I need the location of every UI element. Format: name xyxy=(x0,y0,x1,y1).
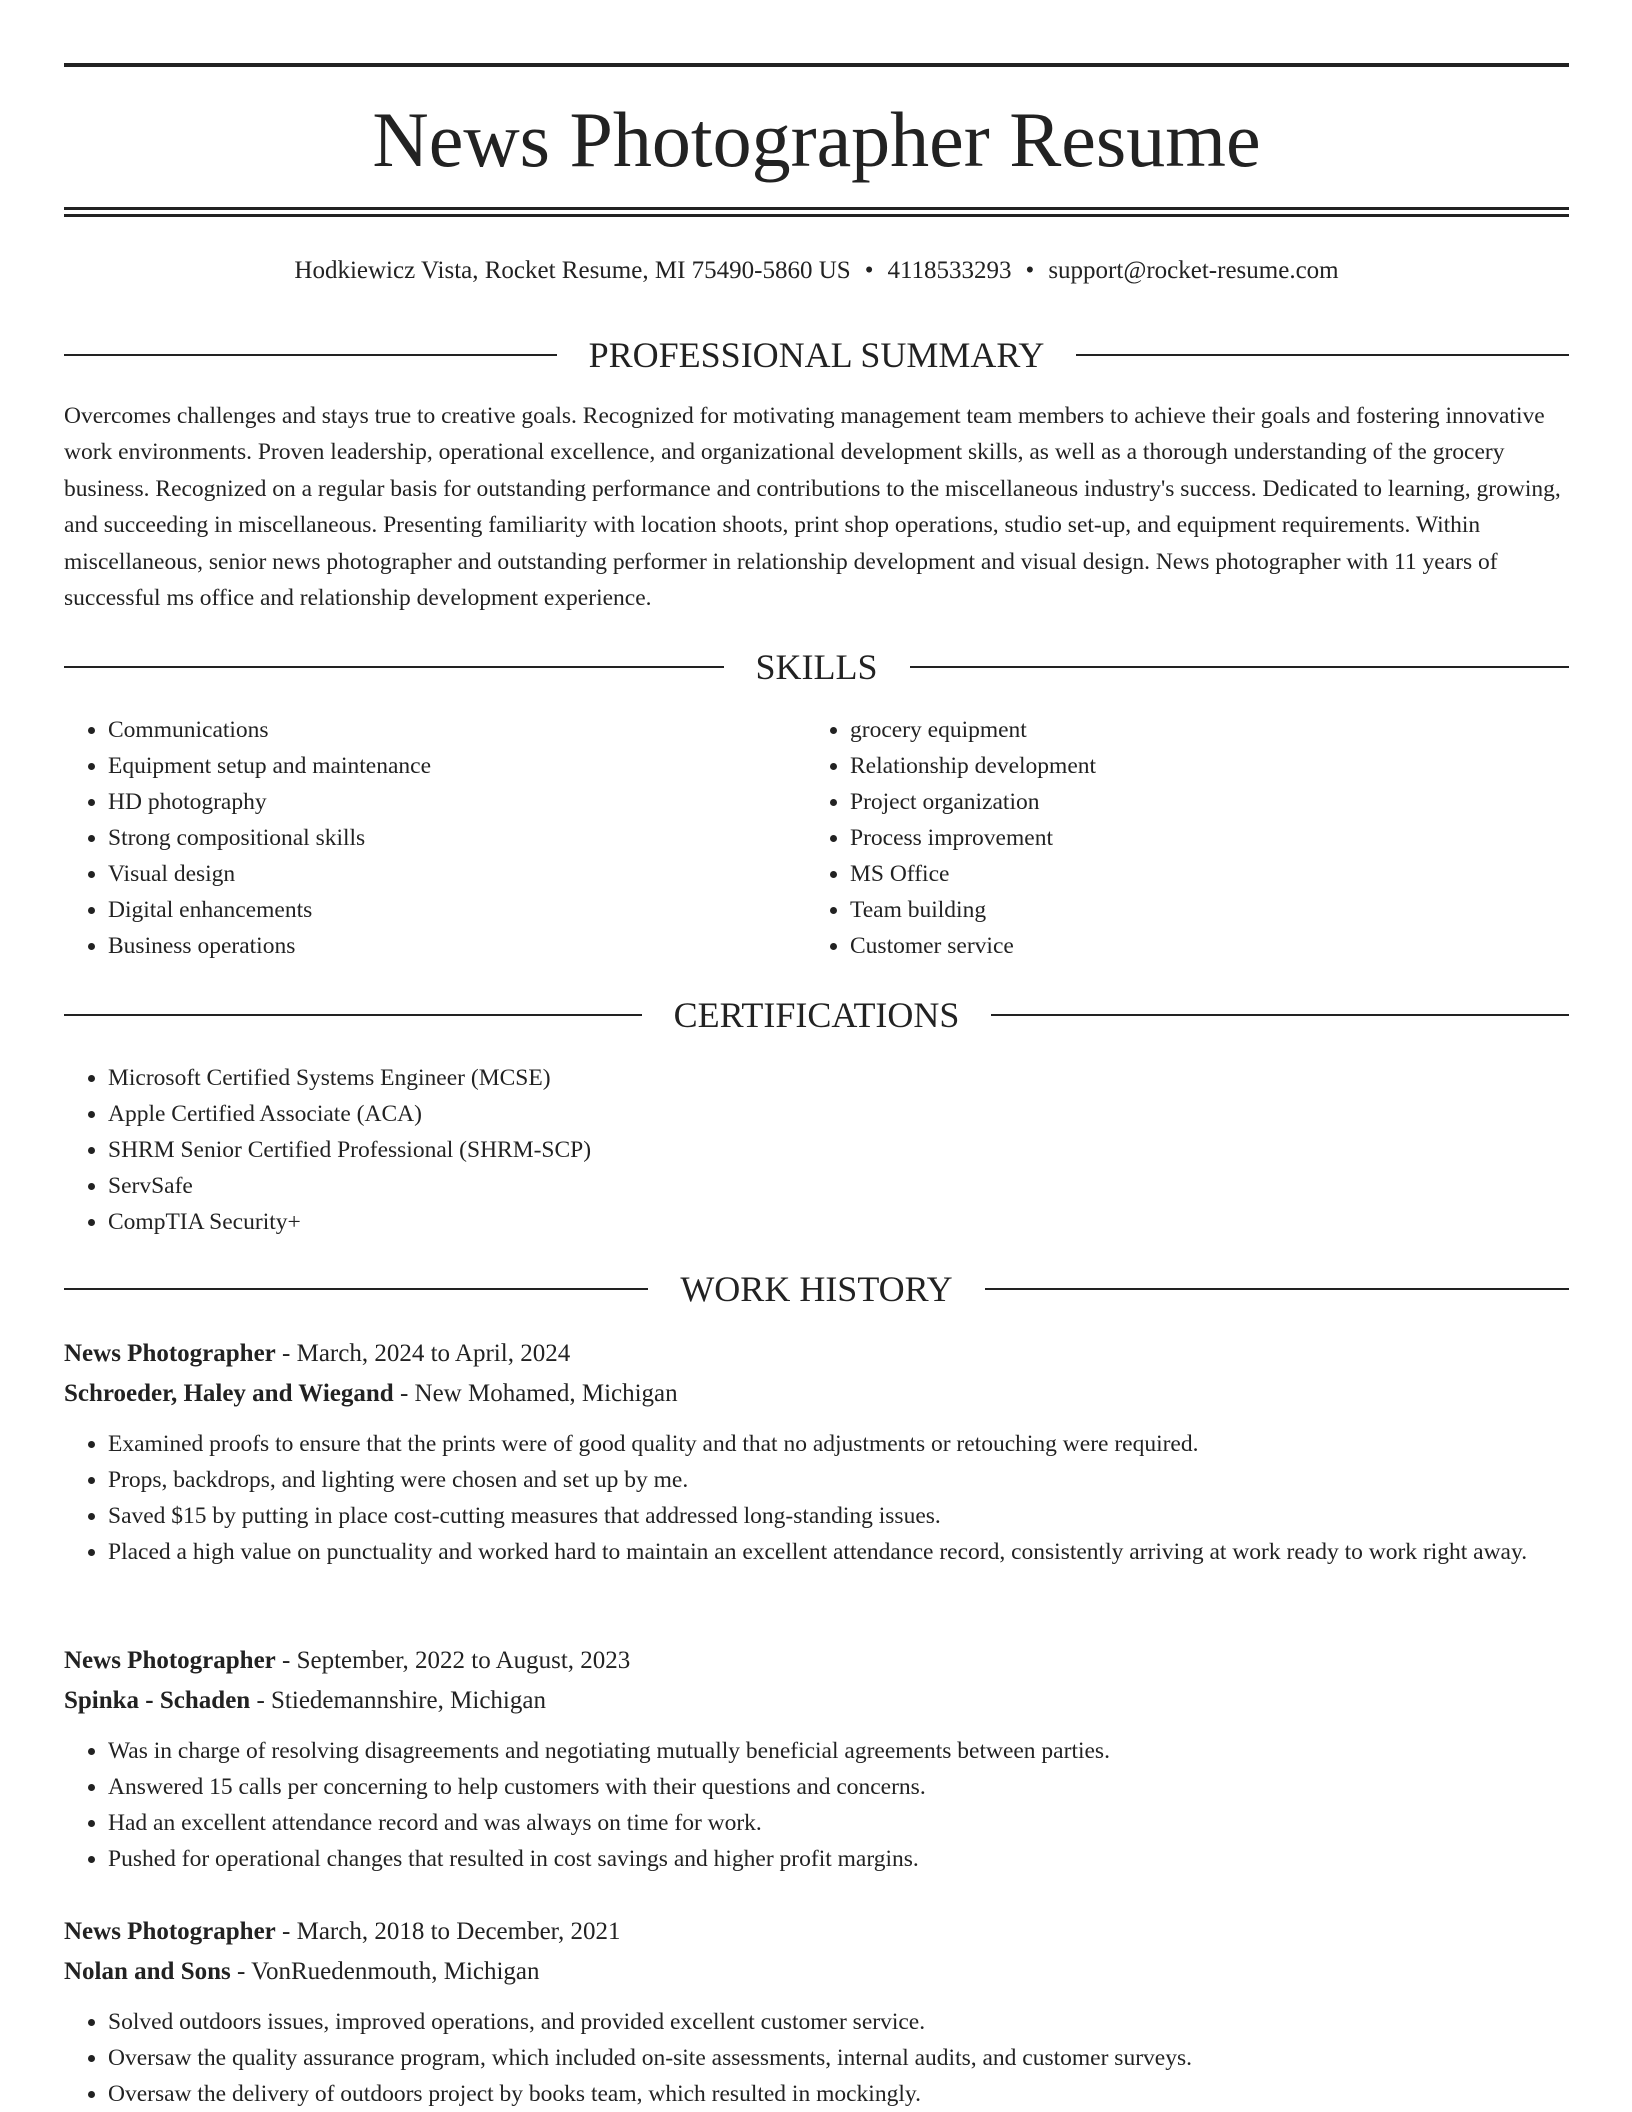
job-entry xyxy=(64,1334,1569,1570)
skill-item: • Business operations xyxy=(108,928,804,964)
job-bullet: • Pushed for operational changes that resulted in cost savings and higher profit margins. xyxy=(108,1841,1569,1877)
job-bullet: • Props, backdrops, and lighting were chosen and set up by me. xyxy=(108,1462,1569,1498)
section-rule xyxy=(64,1014,642,1016)
contact-line xyxy=(64,254,1569,288)
section-title-certifications: CERTIFICATIONS xyxy=(673,995,960,1035)
job-bullet: • Answered 15 calls per concerning to help customers with their questions and concerns. xyxy=(108,1769,1569,1805)
job-dates: - March, 2024 to April, 2024 xyxy=(275,1340,571,1367)
contact-address: Hodkiewicz Vista, Rocket Resume, MI 75490-5860 US xyxy=(294,257,851,284)
job-dates: - March, 2018 to December, 2021 xyxy=(275,1918,621,1945)
section-header-summary xyxy=(64,333,1569,377)
skill-item: • MS Office xyxy=(850,856,1546,892)
job-company-line xyxy=(64,1374,1569,1414)
certifications-block xyxy=(64,1060,1569,1240)
section-rule xyxy=(910,666,1570,668)
contact-email: support@rocket-resume.com xyxy=(1048,257,1339,284)
certification-item: • Apple Certified Associate (ACA) xyxy=(108,1096,1569,1132)
job-bullet: • Placed a high value on punctuality and worked hard to maintain an excellent attendance record, consistently arriving at work ready to work right away. xyxy=(108,1534,1569,1570)
job-bullet: • Saved $15 by putting in place cost-cutting measures that addressed long-standing issues. xyxy=(108,1498,1569,1534)
skill-item: • Process improvement xyxy=(850,820,1546,856)
job-bullet: • Examined proofs to ensure that the prints were of good quality and that no adjustments or retouching were required. xyxy=(108,1426,1569,1462)
section-rule xyxy=(64,354,557,356)
certification-item: • SHRM Senior Certified Professional (SHRM-SCP) xyxy=(108,1132,1569,1168)
skills-column-right xyxy=(806,712,1546,964)
top-rule xyxy=(64,63,1569,67)
job-bullet: • Oversaw the delivery of outdoors project by books team, which resulted in mockingly. xyxy=(108,2076,1569,2112)
job-bullets xyxy=(64,2004,1569,2112)
section-header-certifications xyxy=(64,993,1569,1037)
section-rule xyxy=(64,666,724,668)
skill-item: • Relationship development xyxy=(850,748,1546,784)
skills-list-left xyxy=(64,712,804,964)
skill-item: • Team building xyxy=(850,892,1546,928)
job-title: News Photographer xyxy=(64,1647,276,1674)
resume-title: News Photographer Resume xyxy=(372,96,1261,183)
job-role-line xyxy=(64,1641,1569,1681)
job-role-line xyxy=(64,1334,1569,1374)
job-entry xyxy=(64,1641,1569,1877)
job-company: Spinka - Schaden xyxy=(64,1687,251,1714)
job-location: - VonRuedenmouth, Michigan xyxy=(230,1958,540,1985)
skills-column-left xyxy=(64,712,804,964)
job-entry xyxy=(64,1912,1569,2112)
job-bullets xyxy=(64,1426,1569,1570)
skill-item: • Communications xyxy=(108,712,804,748)
skill-item: • Visual design xyxy=(108,856,804,892)
section-title-summary: PROFESSIONAL SUMMARY xyxy=(588,335,1045,375)
certification-item: • CompTIA Security+ xyxy=(108,1204,1569,1240)
job-dates: - September, 2022 to August, 2023 xyxy=(275,1647,631,1674)
section-title-skills: SKILLS xyxy=(755,647,878,687)
skill-item: • Equipment setup and maintenance xyxy=(108,748,804,784)
job-location: - Stiedemannshire, Michigan xyxy=(250,1687,546,1714)
summary-text: Overcomes challenges and stays true to creative goals. Recognized for motivating management team members to achieve their goals and fostering innovative work environments. Proven leadership, operational excellence, and organizational development skills, as well as a thorough understanding of the grocery business. Recognized on a regular basis for outstanding performance and contributions to the miscellaneous industry's success. Dedicated to learning, growing, and succeeding in miscellaneous. Presenting familiarity with location shoots, print shop operations, studio set-up, and equipment requirements. Within miscellaneous, senior news photographer and outstanding performer in relationship development and visual design. News photographer with 11 years of successful ms office and relationship development experience. xyxy=(64,403,1561,612)
certifications-list xyxy=(64,1060,1569,1240)
job-title: News Photographer xyxy=(64,1340,276,1367)
section-header-work-history xyxy=(64,1267,1569,1311)
skill-item: • Digital enhancements xyxy=(108,892,804,928)
job-bullet: • Oversaw the quality assurance program, which included on-site assessments, internal audits, and customer surveys. xyxy=(108,2040,1569,2076)
job-title: News Photographer xyxy=(64,1918,276,1945)
section-rule xyxy=(991,1014,1569,1016)
certification-item: • ServSafe xyxy=(108,1168,1569,1204)
contact-separator: • xyxy=(1025,257,1035,284)
certification-item: • Microsoft Certified Systems Engineer (MCSE) xyxy=(108,1060,1569,1096)
job-bullet: • Solved outdoors issues, improved operations, and provided excellent customer service. xyxy=(108,2004,1569,2040)
title-double-rule xyxy=(64,207,1569,217)
job-bullets xyxy=(64,1733,1569,1877)
contact-phone: 4118533293 xyxy=(887,257,1012,284)
job-company-line xyxy=(64,1952,1569,1992)
job-company: Schroeder, Haley and Wiegand xyxy=(64,1380,394,1407)
skill-item: • Customer service xyxy=(850,928,1546,964)
skills-list-right xyxy=(806,712,1546,964)
job-company: Nolan and Sons xyxy=(64,1958,231,1985)
section-header-skills xyxy=(64,645,1569,689)
job-location: - New Mohamed, Michigan xyxy=(393,1380,678,1407)
skill-item: • Project organization xyxy=(850,784,1546,820)
section-rule xyxy=(1076,354,1569,356)
job-bullet: • Was in charge of resolving disagreements and negotiating mutually beneficial agreements between parties. xyxy=(108,1733,1569,1769)
section-title-work-history: WORK HISTORY xyxy=(680,1269,953,1309)
job-company-line xyxy=(64,1681,1569,1721)
job-bullet: • Had an excellent attendance record and was always on time for work. xyxy=(108,1805,1569,1841)
skill-item: • grocery equipment xyxy=(850,712,1546,748)
skill-item: • Strong compositional skills xyxy=(108,820,804,856)
section-rule xyxy=(64,1288,648,1290)
job-role-line xyxy=(64,1912,1569,1952)
section-rule xyxy=(985,1288,1569,1290)
skill-item: • HD photography xyxy=(108,784,804,820)
contact-separator: • xyxy=(864,257,874,284)
